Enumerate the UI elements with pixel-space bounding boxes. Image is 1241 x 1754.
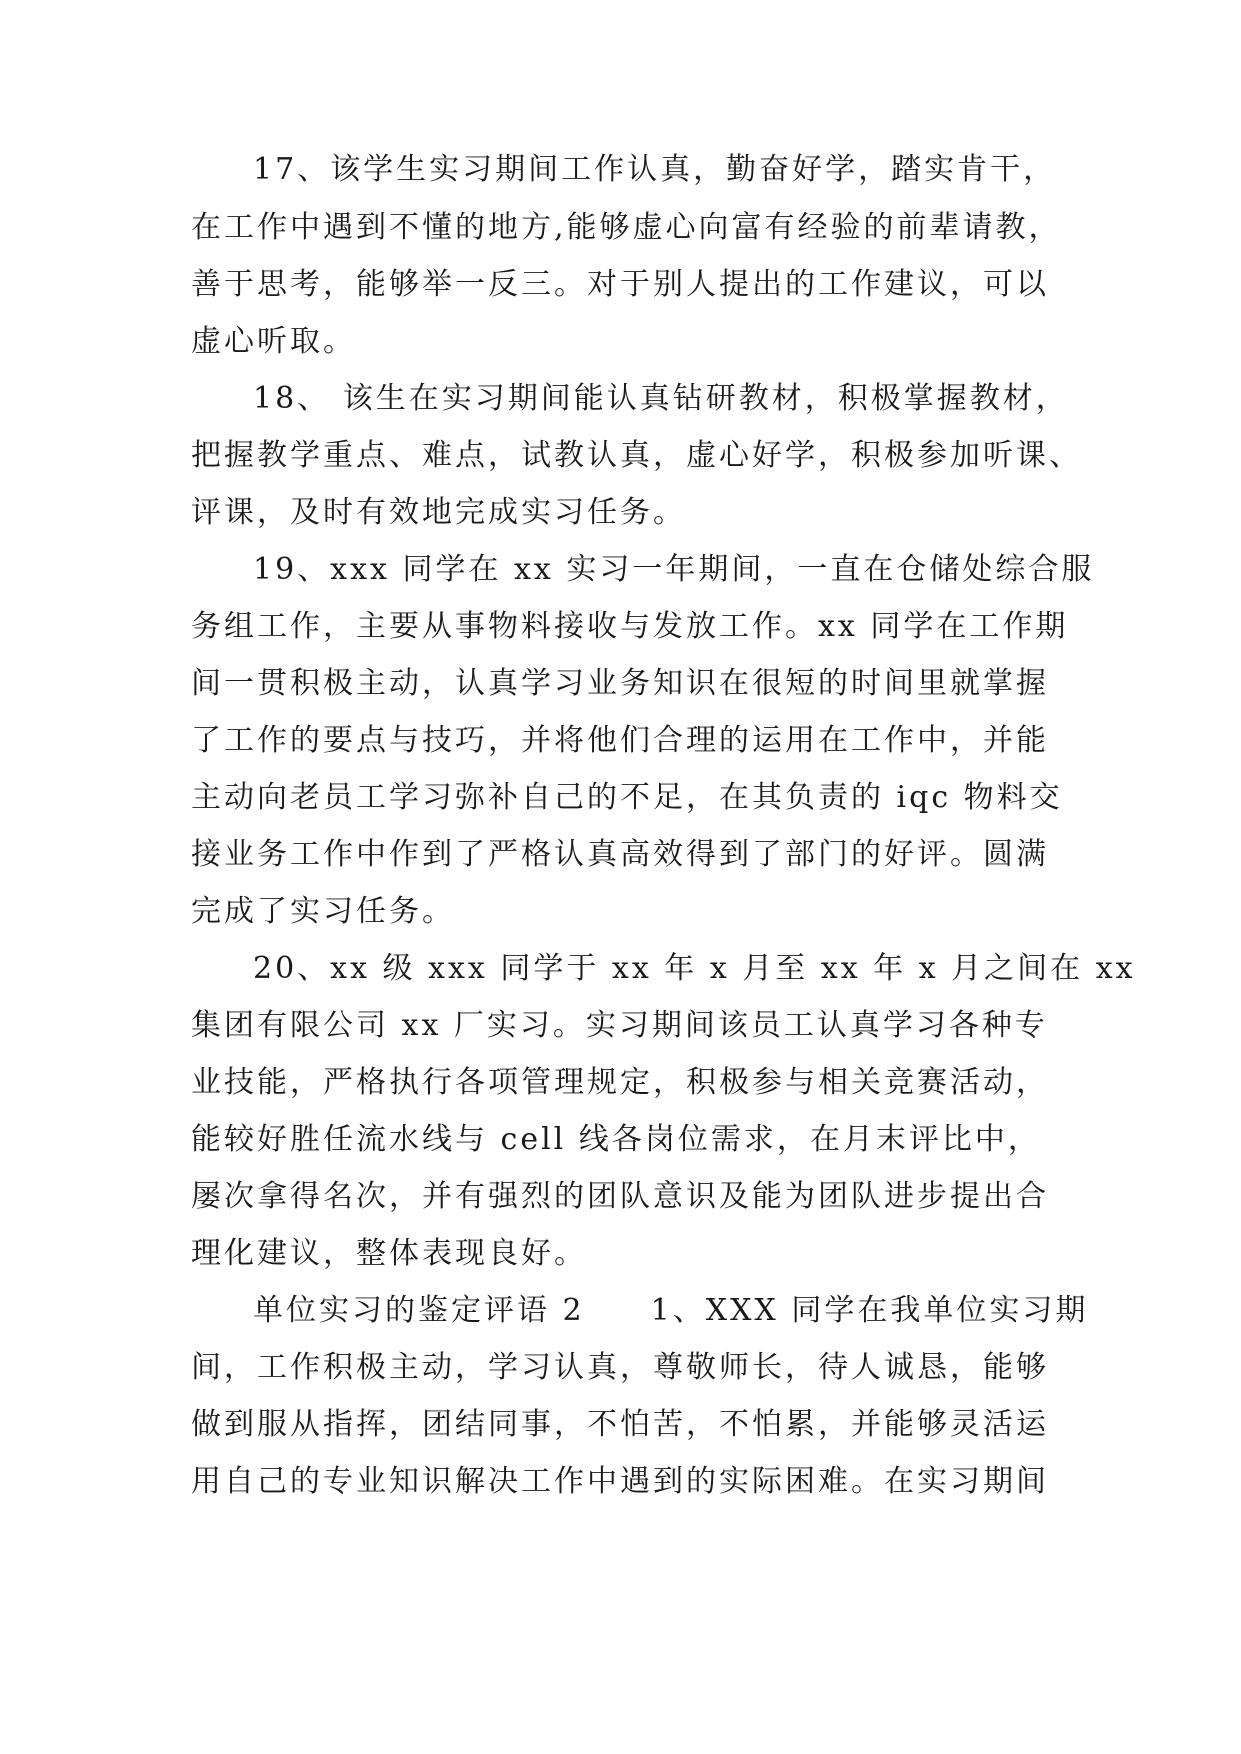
paragraph-19-line-5: 主动向老员工学习弥补自己的不足，在其负责的 iqc 物料交: [191, 780, 1063, 815]
paragraph-18-line-3: 评课，及时有效地完成实习任务。: [191, 495, 686, 530]
paragraph-21-line-4: 用自己的专业知识解决工作中遇到的实际困难。在实习期间: [191, 1464, 1049, 1499]
paragraph-20-line-6: 理化建议，整体表现良好。: [191, 1236, 587, 1271]
paragraph-20-line-2: 集团有限公司 xx 厂实习。实习期间该员工认真学习各种专: [191, 1008, 1048, 1043]
paragraph-21-line-2: 间，工作积极主动，学习认真，尊敬师长，待人诚恳，能够: [191, 1350, 1049, 1385]
paragraph-19-line-6: 接业务工作中作到了严格认真高效得到了部门的好评。圆满: [191, 837, 1049, 872]
paragraph-19-line-4: 了工作的要点与技巧，并将他们合理的运用在工作中，并能: [191, 723, 1049, 758]
paragraph-17-line-3: 善于思考，能够举一反三。对于别人提出的工作建议，可以: [191, 267, 1049, 302]
paragraph-20-line-1: 20、xx 级 xxx 同学于 xx 年 x 月至 xx 年 x 月之间在 xx: [253, 951, 1136, 986]
paragraph-20-line-3: 业技能，严格执行各项管理规定，积极参与相关竞赛活动，: [191, 1065, 1049, 1100]
paragraph-17-line-4: 虚心听取。: [191, 324, 356, 359]
paragraph-18-line-2: 把握教学重点、难点，试教认真，虚心好学，积极参加听课、: [191, 438, 1082, 473]
paragraph-17-line-2: 在工作中遇到不懂的地方,能够虚心向富有经验的前辈请教，: [191, 210, 1062, 245]
paragraph-17-line-1: 17、该学生实习期间工作认真，勤奋好学，踏实肯干，: [253, 152, 1057, 187]
paragraph-19-line-7: 完成了实习任务。: [191, 894, 455, 929]
paragraph-19-line-2: 务组工作，主要从事物料接收与发放工作。xx 同学在工作期: [191, 609, 1069, 644]
paragraph-20-line-5: 屡次拿得名次，并有强烈的团队意识及能为团队进步提出合: [191, 1179, 1049, 1214]
paragraph-21-line-1: 单位实习的鉴定评语 2 1、XXX 同学在我单位实习期: [253, 1293, 1089, 1328]
paragraph-20-line-4: 能较好胜任流水线与 cell 线各岗位需求，在月末评比中，: [191, 1122, 1041, 1157]
paragraph-19-line-3: 间一贯积极主动，认真学习业务知识在很短的时间里就掌握: [191, 666, 1049, 701]
paragraph-21-line-3: 做到服从指挥，团结同事，不怕苦，不怕累，并能够灵活运: [191, 1407, 1049, 1442]
paragraph-19-line-1: 19、xxx 同学在 xx 实习一年期间，一直在仓储处综合服: [253, 552, 1095, 587]
paragraph-18-line-1: 18、 该生在实习期间能认真钻研教材，积极掌握教材，: [253, 381, 1069, 416]
